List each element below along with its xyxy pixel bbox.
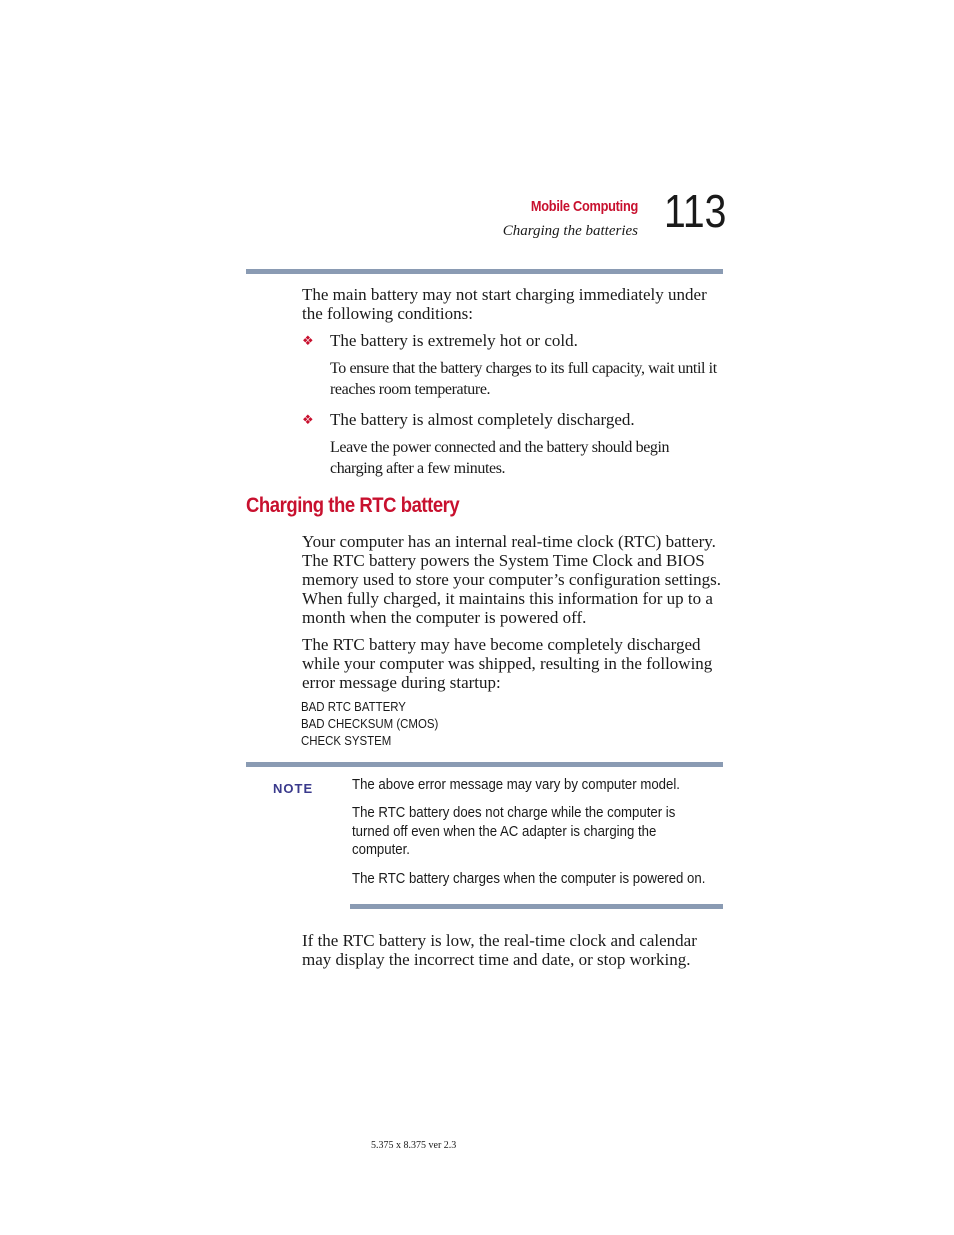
note-text: turned off even when the AC adapter is charging the bbox=[352, 823, 657, 840]
chapter-title: Mobile Computing bbox=[530, 198, 638, 215]
list-item-detail: To ensure that the battery charges to its full capacity, wait until it reaches room temperature. bbox=[330, 360, 717, 398]
list-item-title: The battery is extremely hot or cold. bbox=[330, 331, 578, 350]
note-text: computer. bbox=[352, 841, 410, 858]
footer-version: 5.375 x 8.375 ver 2.3 bbox=[371, 1140, 457, 1151]
list-item-detail: Leave the power connected and the battery should begin charging after a few minutes. bbox=[330, 439, 670, 477]
closing-paragraph: If the RTC battery is low, the real-time clock and calendar may display the incorrect time and date, or stop working. bbox=[302, 931, 697, 969]
note-text: The RTC battery charges when the computer is powered on. bbox=[352, 870, 706, 887]
intro-paragraph: The main battery may not start charging immediately under the following conditions: bbox=[302, 285, 707, 323]
error-message-block bbox=[301, 698, 438, 749]
header-rule bbox=[246, 269, 723, 274]
error-line: BAD CHECKSUM (CMOS) bbox=[301, 716, 439, 731]
rtc-paragraph-1: Your computer has an internal real-time clock (RTC) battery. The RTC battery powers the System Time Clock and BIOS memory used to store your computer’s configuration settings. When fully charged, it maintains this information for up to a month when the computer is powered off. bbox=[302, 532, 721, 627]
note-bottom-rule bbox=[350, 904, 723, 909]
rtc-paragraph-2: The RTC battery may have become completely discharged while your computer was shipped, resulting in the following error message during startup: bbox=[302, 635, 713, 692]
note-top-rule bbox=[246, 762, 723, 767]
note-text: The above error message may vary by computer model. bbox=[352, 776, 680, 793]
page-number: 113 bbox=[664, 185, 727, 237]
error-line: BAD RTC BATTERY bbox=[301, 699, 406, 714]
section-heading: Charging the RTC battery bbox=[246, 494, 460, 517]
bullet-icon: ❖ bbox=[302, 333, 314, 348]
section-subtitle: Charging the batteries bbox=[502, 223, 638, 239]
error-line: CHECK SYSTEM bbox=[301, 733, 392, 748]
bullet-icon: ❖ bbox=[302, 412, 314, 427]
note-text: The RTC battery does not charge while the computer is bbox=[352, 804, 676, 821]
note-label: NOTE bbox=[273, 781, 314, 796]
list-item-title: The battery is almost completely discharged. bbox=[330, 410, 635, 429]
